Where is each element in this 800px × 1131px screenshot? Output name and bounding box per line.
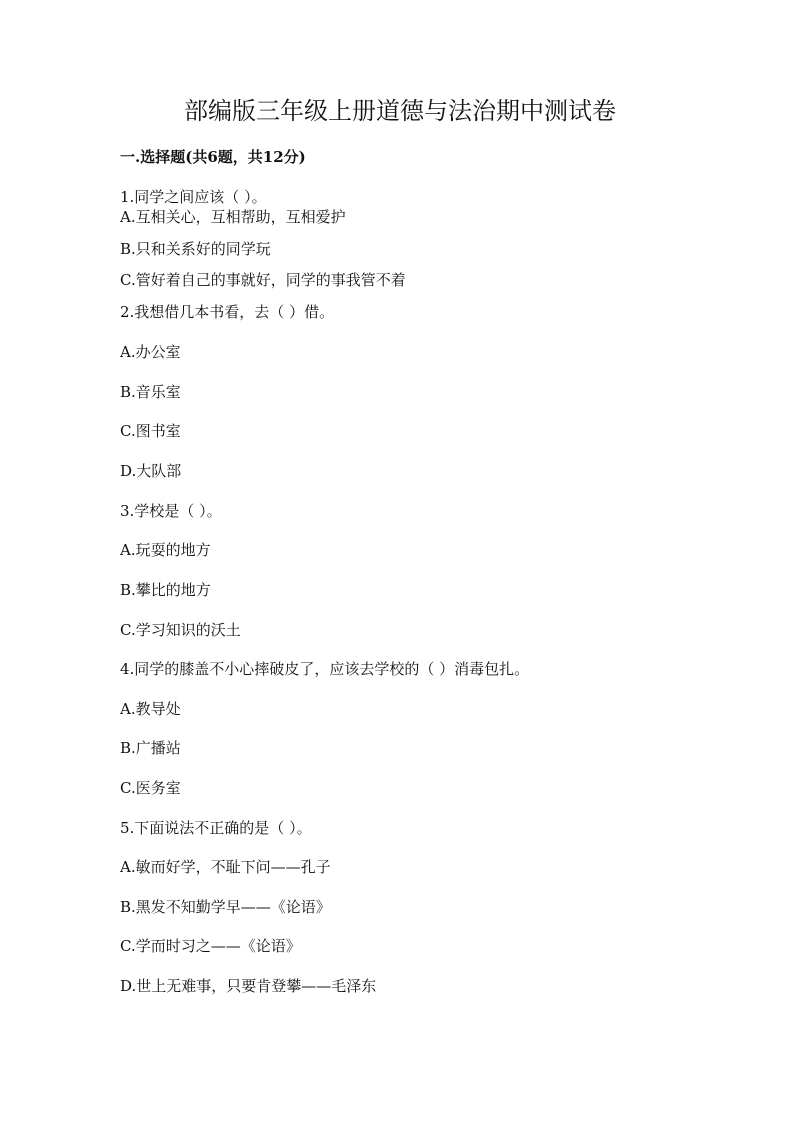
question-4-stem: 4.同学的膝盖不小心摔破皮了，应该去学校的（ ）消毒包扎。 [120, 660, 530, 678]
question-4-option-c: C.医务室 [120, 779, 181, 797]
question-3-option-a: A.玩耍的地方 [120, 541, 211, 559]
question-3-stem: 3.学校是（ ）。 [120, 502, 222, 520]
question-2-option-b: B.音乐室 [120, 383, 181, 401]
question-2-option-c: C.图书室 [120, 422, 181, 440]
question-2-option-a: A.办公室 [120, 343, 181, 361]
section-heading: 一.选择题(共6题，共12分) [120, 148, 306, 166]
question-4-option-b: B.广播站 [120, 739, 181, 757]
question-5-option-a: A.敏而好学，不耻下问——孔子 [120, 858, 331, 876]
question-1-option-c: C.管好着自己的事就好，同学的事我管不着 [120, 271, 406, 289]
question-2-option-d: D.大队部 [120, 462, 182, 480]
question-5-option-d: D.世上无难事，只要肯登攀——毛泽东 [120, 977, 377, 995]
question-4-option-a: A.教导处 [120, 700, 181, 718]
question-1-option-b: B.只和关系好的同学玩 [120, 240, 271, 258]
question-1-stem: 1.同学之间应该（ ）。 [120, 188, 267, 206]
question-5-option-b: B.黑发不知勤学早——《论语》 [120, 898, 331, 916]
question-2-stem: 2.我想借几本书看，去（ ）借。 [120, 303, 335, 321]
question-5-stem: 5.下面说法不正确的是（ ）。 [120, 819, 312, 837]
question-5-option-c: C.学而时习之——《论语》 [120, 937, 301, 955]
question-1-option-a: A.互相关心，互相帮助，互相爱护 [120, 208, 346, 226]
document-title: 部编版三年级上册道德与法治期中测试卷 [184, 97, 616, 125]
question-3-option-c: C.学习知识的沃土 [120, 621, 241, 639]
question-3-option-b: B.攀比的地方 [120, 581, 211, 599]
